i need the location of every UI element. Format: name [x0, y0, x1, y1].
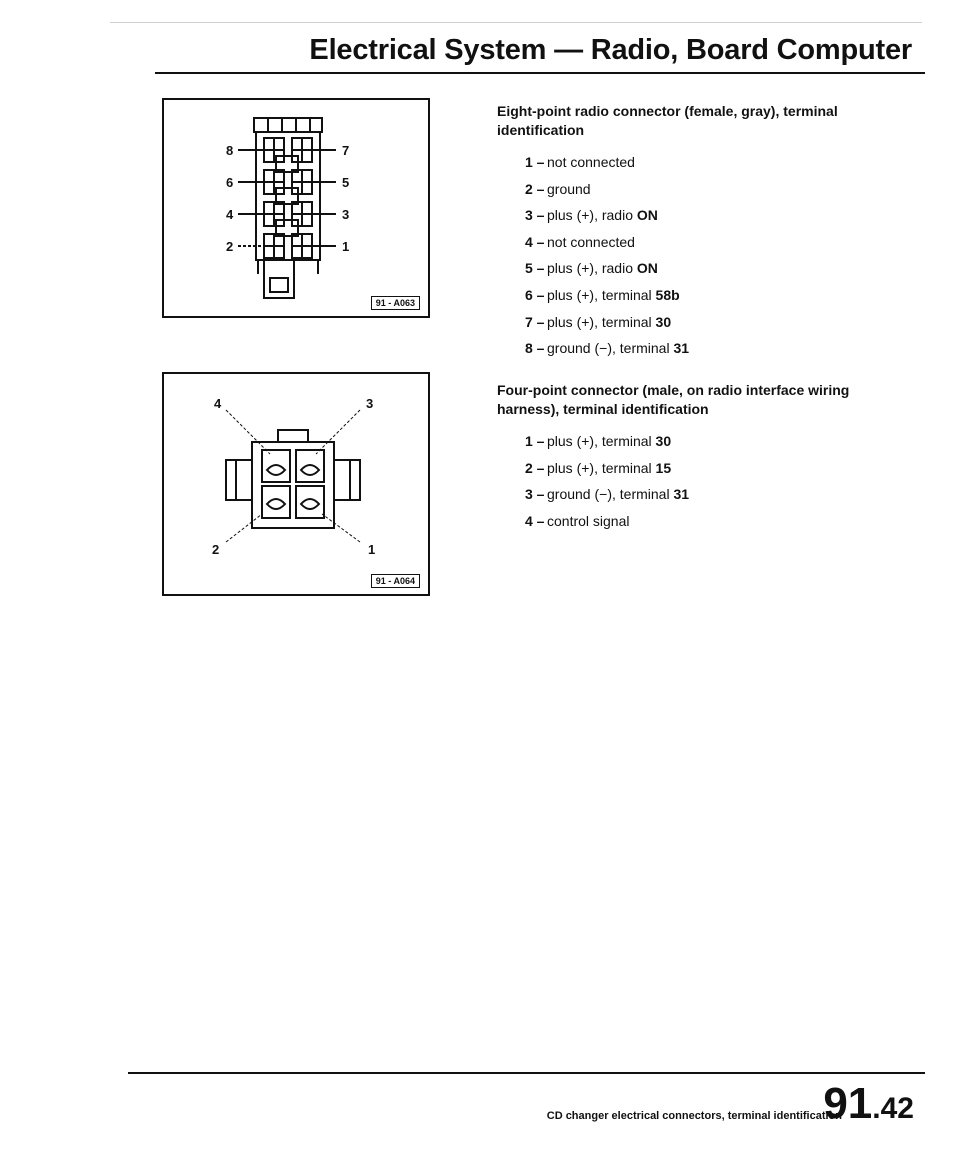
terminal-description: ground	[547, 180, 591, 197]
terminal-description: plus (+), terminal	[547, 433, 656, 449]
section-title: Eight-point radio connector (female, gray), terminal identification	[497, 103, 838, 138]
terminal-description: plus (+), terminal	[547, 459, 656, 476]
terminal-description: plus (+), terminal	[547, 286, 656, 303]
terminal-description: plus (+), terminal	[547, 313, 656, 330]
terminal-description: plus (+), radio	[547, 207, 637, 224]
four-point-connector-figure	[162, 372, 430, 596]
footer-caption: CD changer electrical connectors, terminal identification	[546, 1110, 842, 1122]
terminal-description: ground (−), terminal	[547, 486, 674, 503]
terminal-value: ON	[636, 207, 658, 224]
pin-label-3: 3	[366, 396, 374, 411]
terminal-number: 2 –	[525, 180, 545, 197]
terminal-description: not connected	[547, 154, 635, 170]
terminal-value: 31	[673, 340, 690, 357]
terminal-description: not connected	[547, 233, 635, 250]
terminal-item	[525, 481, 877, 508]
terminal-description: control signal	[547, 512, 630, 529]
pin-label-7: 7	[342, 143, 350, 158]
terminal-item	[525, 309, 877, 336]
header-rule	[155, 72, 925, 74]
eight-point-connector-drawing	[164, 100, 428, 316]
terminal-item	[525, 176, 877, 203]
page-number-major: 91	[823, 1079, 873, 1128]
pin-label-8: 8	[226, 143, 234, 158]
terminal-item	[525, 229, 877, 256]
pin-label-1: 1	[342, 239, 350, 254]
terminal-item	[525, 508, 877, 535]
terminal-item	[525, 455, 877, 482]
section-title: Four-point connector (male, on radio interface wiring harness), terminal identification	[497, 382, 850, 417]
pin-label-5: 5	[342, 175, 350, 190]
eight-point-connector-figure	[162, 98, 430, 318]
terminal-number: 1 –	[525, 433, 545, 449]
terminal-description: ground (−), terminal	[547, 340, 674, 357]
terminal-item	[525, 202, 877, 229]
page-number	[823, 1079, 914, 1128]
terminal-number: 6 –	[525, 286, 545, 303]
page-number-minor: .42	[872, 1092, 914, 1125]
pin-label-1: 1	[368, 542, 376, 557]
terminal-list	[497, 149, 877, 362]
terminal-value: 31	[673, 486, 690, 503]
page-title: Electrical System — Radio, Board Computer	[309, 34, 912, 66]
pin-label-4: 4	[226, 207, 234, 222]
eight-point-terminal-section	[497, 102, 877, 362]
terminal-number: 3 –	[525, 207, 545, 224]
terminal-value: ON	[636, 260, 658, 277]
four-point-connector-drawing	[164, 374, 428, 594]
terminal-value: 30	[655, 433, 672, 449]
figure-id: 91 - A064	[371, 574, 420, 588]
terminal-number: 4 –	[525, 233, 545, 250]
pin-label-4: 4	[214, 396, 222, 411]
terminal-number: 1 –	[525, 154, 545, 170]
terminal-number: 5 –	[525, 260, 545, 277]
terminal-value: 15	[655, 459, 672, 476]
terminal-number: 8 –	[525, 340, 545, 357]
terminal-item	[525, 255, 877, 282]
terminal-number: 7 –	[525, 313, 545, 330]
terminal-number: 4 –	[525, 512, 545, 529]
terminal-item	[525, 335, 877, 362]
footer-rule	[128, 1072, 925, 1074]
terminal-item	[525, 149, 877, 176]
pin-label-2: 2	[212, 542, 220, 557]
terminal-number: 3 –	[525, 486, 545, 503]
pin-label-2: 2	[226, 239, 234, 254]
top-rule	[110, 22, 922, 23]
terminal-description: plus (+), radio	[547, 260, 637, 277]
terminal-value: 30	[655, 313, 672, 330]
terminal-item	[525, 282, 877, 309]
terminal-value: 58b	[655, 286, 680, 303]
terminal-item	[525, 428, 877, 455]
terminal-list	[497, 428, 877, 534]
pin-label-3: 3	[342, 207, 350, 222]
pin-label-6: 6	[226, 175, 234, 190]
terminal-number: 2 –	[525, 459, 545, 476]
figure-id: 91 - A063	[371, 296, 420, 310]
four-point-terminal-section	[497, 381, 877, 534]
